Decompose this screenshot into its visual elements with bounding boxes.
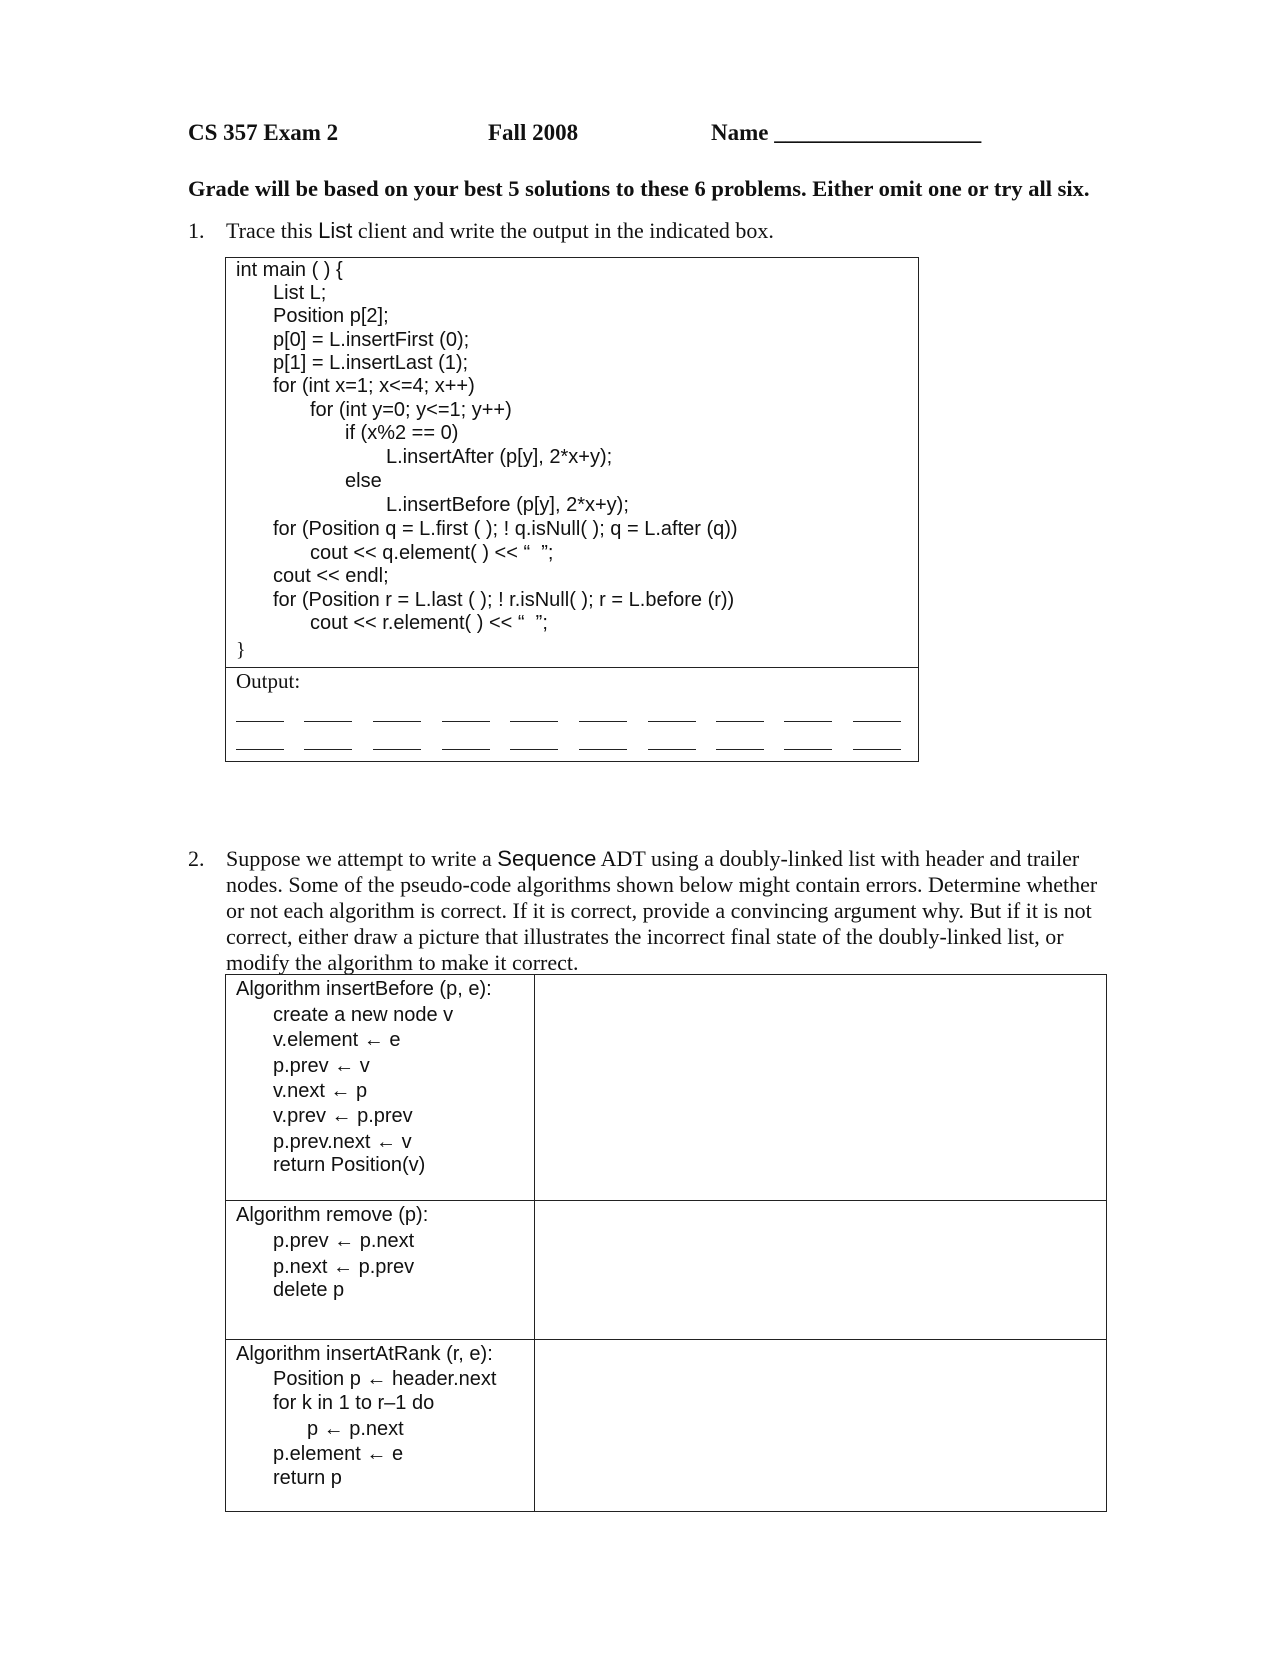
- algorithm-line: p.prev ← v: [273, 1055, 370, 1077]
- output-blank[interactable]: [304, 721, 352, 722]
- output-blank[interactable]: [648, 721, 696, 722]
- algorithm-line: for k in 1 to r–1 do: [273, 1392, 435, 1414]
- code-line: else: [345, 470, 382, 492]
- output-blank[interactable]: [236, 749, 284, 750]
- problem-1-prompt: [226, 218, 1106, 244]
- problem-1-number: 1.: [188, 218, 205, 243]
- code-line: cout << endl;: [273, 565, 389, 587]
- algorithm-line: p.prev ← p.next: [273, 1230, 415, 1252]
- output-blank[interactable]: [442, 721, 490, 722]
- code-line: Position p[2];: [273, 305, 389, 327]
- code-line: L.insertAfter (p[y], 2*x+y);: [386, 446, 613, 468]
- output-blank[interactable]: [853, 721, 901, 722]
- table-row-divider: [226, 1339, 1106, 1340]
- code-line: if (x%2 == 0): [345, 422, 459, 444]
- code-line: p[1] = L.insertLast (1);: [273, 352, 469, 374]
- output-blank[interactable]: [236, 721, 284, 722]
- prompt-text: Suppose we attempt to write a: [226, 846, 498, 871]
- prompt-keyword: List: [318, 218, 353, 243]
- prompt-text: client and write the output in the indicated box.: [352, 218, 774, 243]
- output-label: Output:: [236, 669, 301, 693]
- output-blank[interactable]: [442, 749, 490, 750]
- algorithm-heading: Algorithm insertAtRank (r, e):: [236, 1343, 493, 1365]
- output-blank[interactable]: [716, 749, 764, 750]
- code-line: for (int y=0; y<=1; y++): [310, 399, 512, 421]
- algorithm-heading: Algorithm insertBefore (p, e):: [236, 978, 492, 1000]
- algorithm-line: v.next ← p: [273, 1080, 368, 1102]
- output-blank[interactable]: [579, 749, 627, 750]
- algorithm-line: p.prev.next ← v: [273, 1131, 412, 1153]
- output-blank[interactable]: [304, 749, 352, 750]
- code-line: p[0] = L.insertFirst (0);: [273, 329, 470, 351]
- name-field-label[interactable]: Name __________________: [711, 120, 982, 145]
- algorithm-line: p.element ← e: [273, 1443, 404, 1465]
- code-line: L.insertBefore (p[y], 2*x+y);: [386, 494, 629, 516]
- algorithm-line: Position p ← header.next: [273, 1368, 497, 1390]
- output-blank[interactable]: [373, 749, 421, 750]
- algorithm-line: delete p: [273, 1279, 345, 1301]
- code-line: for (Position r = L.last ( ); ! r.isNull( ); r = L.before (r)): [273, 589, 735, 611]
- algorithm-line: return Position(v): [273, 1154, 426, 1176]
- code-line: int main ( ) {: [236, 259, 343, 281]
- output-blank[interactable]: [784, 721, 832, 722]
- prompt-text: ADT using a doubly-linked list with header and trailer nodes. Some of the pseudo-code algorithms shown below might contain errors. Determine whether or not each algorithm is correct. If it is correct, provide a convincing argument why. But if it is not correct, either draw a picture that illustrates the incorrect final state of the doubly-linked list, or modify the algorithm to make it correct.: [226, 846, 1098, 975]
- output-blank[interactable]: [510, 749, 558, 750]
- answer-area[interactable]: [536, 1341, 1106, 1511]
- code-line: for (int x=1; x<=4; x++): [273, 375, 475, 397]
- code-line: List L;: [273, 282, 327, 304]
- algorithm-line: v.element ← e: [273, 1029, 401, 1051]
- grading-instructions: Grade will be based on your best 5 solutions to these 6 problems. Either omit one or try all six.: [188, 176, 1090, 201]
- algorithm-line: create a new node v: [273, 1004, 454, 1026]
- algorithm-line: p.next ← p.prev: [273, 1256, 415, 1278]
- output-blank[interactable]: [648, 749, 696, 750]
- algorithm-heading: Algorithm remove (p):: [236, 1204, 429, 1226]
- table-row-divider: [226, 1200, 1106, 1201]
- output-blank[interactable]: [853, 749, 901, 750]
- course-title: CS 357 Exam 2: [188, 120, 339, 145]
- output-blank[interactable]: [716, 721, 764, 722]
- prompt-text: Trace this: [226, 218, 319, 243]
- algorithm-line: return p: [273, 1467, 342, 1489]
- exam-term: Fall 2008: [488, 120, 579, 145]
- algorithm-table: [225, 974, 1107, 1512]
- code-line: for (Position q = L.first ( ); ! q.isNull( ); q = L.after (q)): [273, 518, 738, 540]
- exam-header: [188, 120, 1088, 154]
- problem-2-prompt: [226, 846, 1106, 976]
- output-blank[interactable]: [373, 721, 421, 722]
- output-box[interactable]: [225, 667, 919, 762]
- code-box: [225, 257, 919, 668]
- problem-2-number: 2.: [188, 846, 205, 871]
- table-column-divider: [534, 975, 535, 1511]
- output-blank[interactable]: [579, 721, 627, 722]
- code-line: cout << r.element( ) << “ ”;: [310, 612, 548, 634]
- output-blank[interactable]: [784, 749, 832, 750]
- algorithm-line: v.prev ← p.prev: [273, 1105, 413, 1127]
- algorithm-line: p ← p.next: [307, 1418, 404, 1440]
- prompt-keyword: Sequence: [497, 846, 597, 871]
- answer-area[interactable]: [536, 1202, 1106, 1338]
- code-line: }: [236, 639, 246, 661]
- output-blank[interactable]: [510, 721, 558, 722]
- answer-area[interactable]: [536, 975, 1106, 1199]
- code-line: cout << q.element( ) << “ ”;: [310, 542, 554, 564]
